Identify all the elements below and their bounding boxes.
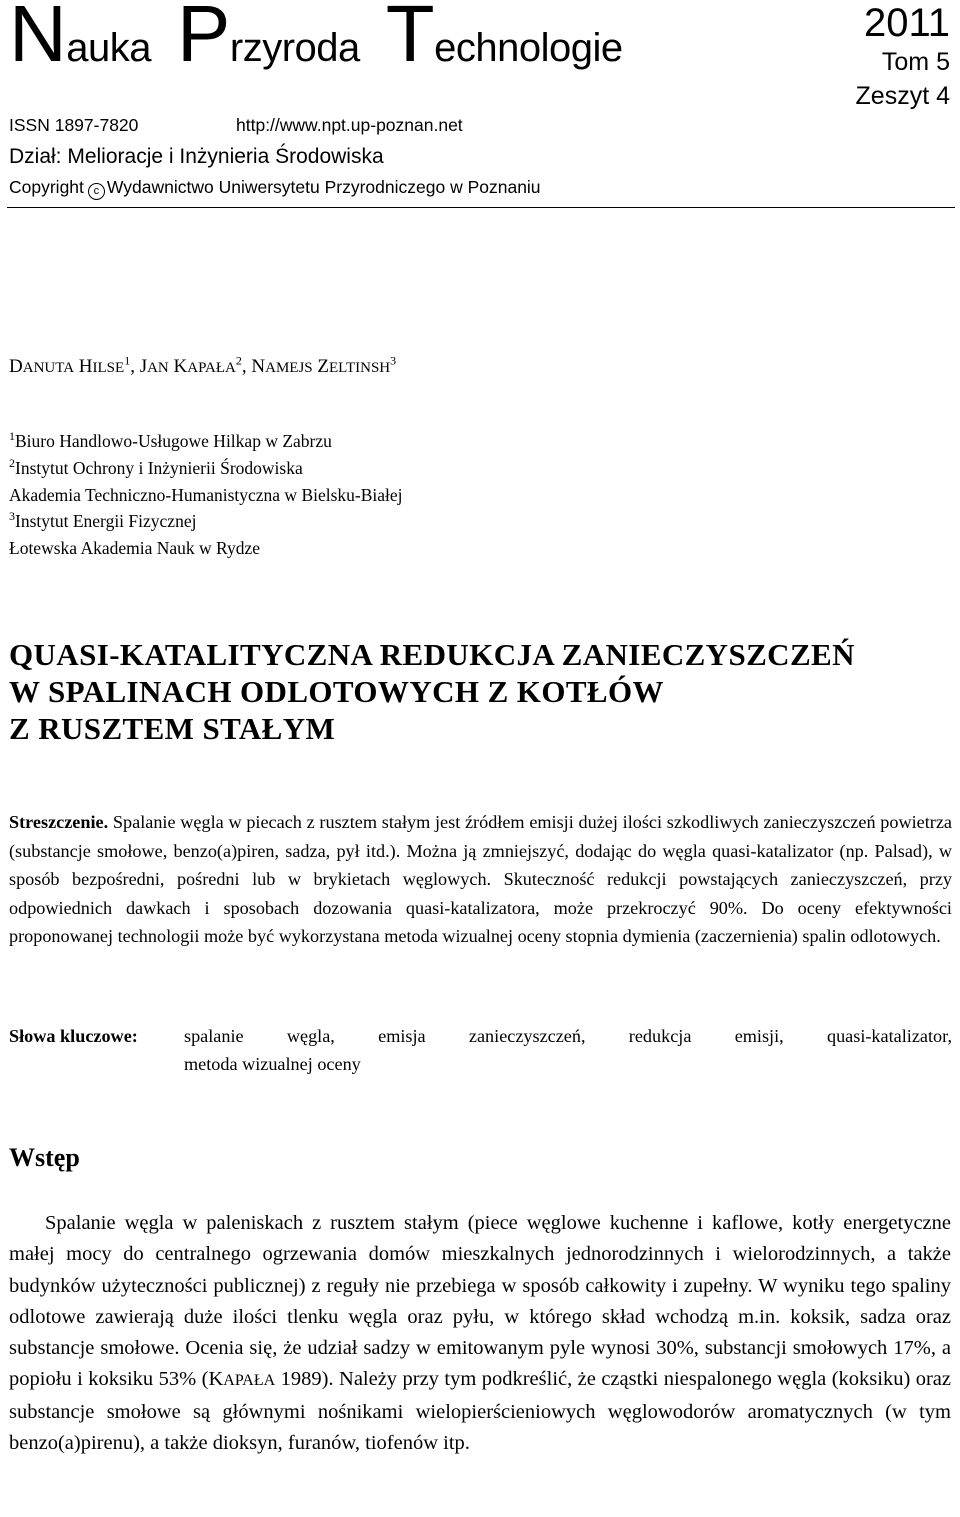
copyright-label: Copyright bbox=[9, 177, 84, 197]
header-divider bbox=[7, 207, 955, 208]
keywords-line-1: spalanie węgla, emisja zanieczyszczeń, redukcja emisji, quasi-katalizator, bbox=[184, 1026, 952, 1046]
journal-title-word-3: Technologie bbox=[385, 0, 623, 78]
journal-volume: Tom 5 bbox=[881, 48, 950, 76]
journal-title bbox=[9, 0, 623, 78]
author-list bbox=[9, 353, 397, 378]
keywords bbox=[9, 1022, 952, 1078]
journal-title-word-1: Nauka bbox=[9, 0, 152, 78]
keywords-label: Słowa kluczowe: bbox=[9, 1026, 138, 1046]
keywords-line-2: metoda wizualnej oceny bbox=[184, 1054, 361, 1074]
abstract-label: Streszczenie. bbox=[9, 812, 109, 832]
title-line-3: Z RUSZTEM STAŁYM bbox=[9, 711, 336, 746]
journal-issue: Zeszyt 4 bbox=[855, 82, 950, 110]
author-3: NAMEJS ZELTINSH$^3$ bbox=[251, 353, 397, 377]
title-line-1: QUASI-KATALITYCZNA REDUKCJA ZANIECZYSZCZEŃ bbox=[9, 637, 855, 672]
abstract bbox=[9, 808, 952, 951]
issn: ISSN 1897-7820 bbox=[9, 115, 139, 135]
affiliation-3-line-2: Łotewska Akademia Nauk w Rydze bbox=[9, 538, 261, 558]
intro-paragraph: Spalanie węgla w paleniskach z rusztem stałym (piece węglowe kuchenne i kaflowe, kotły energetyczne małej mocy do centralnego ogrzewania domów mieszkalnych jednorodzinnych i wielorodzinnych, a także budynków użyteczności publicznej) z reguły nie przebiega w sposób całkowity i zupełny. W wyniku tego spaliny odlotowe zawierają duże ilości tlenku węgla oraz pyłu, w którego skład wchodzą m.in. koksik, sadza oraz substancje smołowe. Ocenia się, że udział sadzy w emitowanym pyle wynosi 30%, substancji smołowych 17%, a popiołu i koksiku 53% (KAPAŁA 1989). Należy przy tym podkreślić, że cząstki niespalonego węgla (koksiku) oraz substancje smołowe są głównymi nośnikami wielopierścieniowych węglowodorów aromatycznych (w tym benzo(a)pirenu), a także dioksyn, furanów, tiofenów itp. bbox=[9, 1212, 951, 1455]
paper-title bbox=[9, 636, 855, 747]
copyright-icon: c bbox=[88, 183, 105, 200]
journal-year: 2011 bbox=[863, 1, 950, 45]
section-heading-intro: Wstęp bbox=[9, 1143, 80, 1172]
journal-title-word-2: Przyroda bbox=[177, 0, 360, 78]
affiliation-2: $^2$Instytut Ochrony i Inżynierii Środowiska bbox=[9, 456, 303, 478]
affiliation-2-line-2: Akademia Techniczno-Humanistyczna w Bielsku-Białej bbox=[9, 485, 403, 505]
author-2: JAN KAPAŁA$^2$, bbox=[139, 353, 252, 377]
section-name: Dział: Melioracje i Inżynieria Środowiska bbox=[9, 145, 384, 168]
abstract-text: Spalanie węgla w piecach z rusztem stałym jest źródłem emisji dużej ilości szkodliwych zanieczyszczeń powietrza (substancje smołowe, benzo(a)piren, sadza, pył itd.). Można ją zmniejszyć, dodając do węgla quasi-katalizator (np. Palsad), w sposób bezpośredni, pośredni lub w brykietach węglowych. Skuteczność redukcji powstających zanieczyszczeń, przy odpowiednich dawkach i sposobach dozowania quasi-katalizatora, może przekroczyć 90%. Do oceny efektywności proponowanej technologii może być wykorzystana metoda wizualnej oceny stopnia dymienia (zaczernienia) spalin odlotowych. bbox=[9, 812, 952, 947]
affiliation-1: $^1$Biuro Handlowo-Usługowe Hilkap w Zabrzu bbox=[9, 429, 332, 451]
title-line-2: W SPALINACH ODLOTOWYCH Z KOTŁÓW bbox=[9, 674, 664, 709]
affiliation-3: $^3$Instytut Energii Fizycznej bbox=[9, 509, 197, 531]
journal-url[interactable]: http://www.npt.up-poznan.net bbox=[236, 115, 463, 135]
publisher: Wydawnictwo Uniwersytetu Przyrodniczego w Poznaniu bbox=[106, 177, 541, 197]
author-1: DANUTA HILSE$^1$, bbox=[9, 353, 140, 377]
copyright-line bbox=[9, 179, 541, 200]
citation: KAPAŁA 1989 bbox=[208, 1368, 322, 1391]
